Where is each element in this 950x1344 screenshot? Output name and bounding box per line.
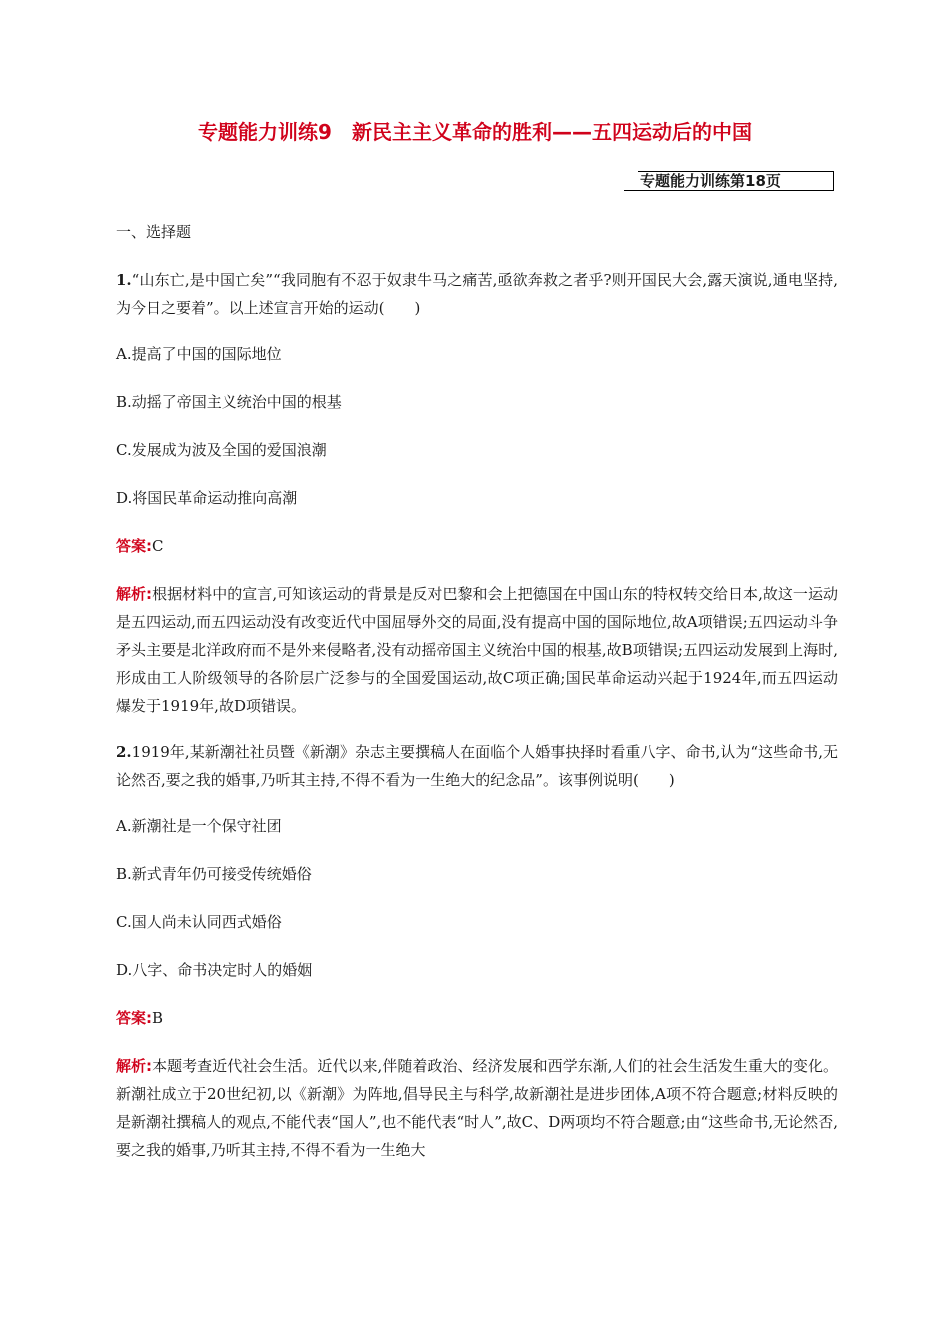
document-title: 专题能力训练9 新民主主义革命的胜利——五四运动后的中国: [198, 120, 752, 144]
analysis-text: 根据材料中的宣言,可知该运动的背景是反对巴黎和会上把德国在中国山东的特权转交给日本,故这一运动是五四运动,而五四运动没有改变近代中国屈辱外交的局面,没有提高中国的国际地位,故A项错误;五四运动斗争矛头主要是北洋政府而不是外来侵略者,没有动摇帝国主义统治中国的根基,故B项错误;五四运动发展到上海时,形成由工人阶级领导的各阶层广泛参与的全国爱国运动,故C项正确;国民革命运动兴起于1924年,而五四运动爆发于1919年,故D项错误。: [116, 585, 838, 715]
question-stem: 1919年,某新潮社社员暨《新潮》杂志主要撰稿人在面临个人婚事抉择时看重八字、命书,认为“这些命书,无论然否,要之我的婚事,乃听其主持,不得不看为一生绝大的纪念品”。该事例说明( ): [116, 743, 838, 789]
answer-label: 答案:: [116, 537, 152, 555]
answer-value: C: [152, 537, 164, 555]
option-d: D.将国民革命运动推向高潮: [116, 489, 298, 507]
option-b: B.新式青年仍可接受传统婚俗: [116, 865, 312, 883]
option-a: A.新潮社是一个保守社团: [116, 817, 282, 835]
section-heading: 一、选择题: [116, 223, 192, 241]
question-stem: “山东亡,是中国亡矣”“我同胞有不忍于奴隶牛马之痛苦,亟欲奔救之者乎?则开国民大会,露天演说,通电坚持,为今日之要着”。以上述宣言开始的运动( ): [116, 271, 838, 317]
question-number: 1.: [116, 271, 132, 289]
option-c: C.国人尚未认同西式婚俗: [116, 913, 282, 931]
answer-value: B: [152, 1009, 164, 1027]
analysis-label: 解析:: [116, 585, 153, 603]
answer-2: [116, 1004, 838, 1032]
answer-1: [116, 532, 838, 560]
option-d: D.八字、命书决定时人的婚姻: [116, 961, 313, 979]
page-reference: 专题能力训练第18页: [638, 171, 834, 191]
question-2: [116, 738, 838, 794]
question-number: 2.: [116, 743, 132, 761]
analysis-2: [116, 1052, 838, 1164]
option-a: A.提高了中国的国际地位: [116, 345, 282, 363]
analysis-text: 本题考查近代社会生活。近代以来,伴随着政治、经济发展和西学东渐,人们的社会生活发生重大的变化。新潮社成立于20世纪初,以《新潮》为阵地,倡导民主与科学,故新潮社是进步团体,A项不符合题意;材料反映的是新潮社撰稿人的观点,不能代表“国人”,也不能代表“时人”,故C、D两项均不符合题意;由“这些命书,无论然否,要之我的婚事,乃听其主持,不得不看为一生绝大: [116, 1057, 838, 1159]
option-c: C.发展成为波及全国的爱国浪潮: [116, 441, 327, 459]
option-b: B.动摇了帝国主义统治中国的根基: [116, 393, 342, 411]
answer-label: 答案:: [116, 1009, 152, 1027]
document-body: [116, 218, 838, 1182]
analysis-1: [116, 580, 838, 720]
question-1: [116, 266, 838, 322]
analysis-label: 解析:: [116, 1057, 153, 1075]
